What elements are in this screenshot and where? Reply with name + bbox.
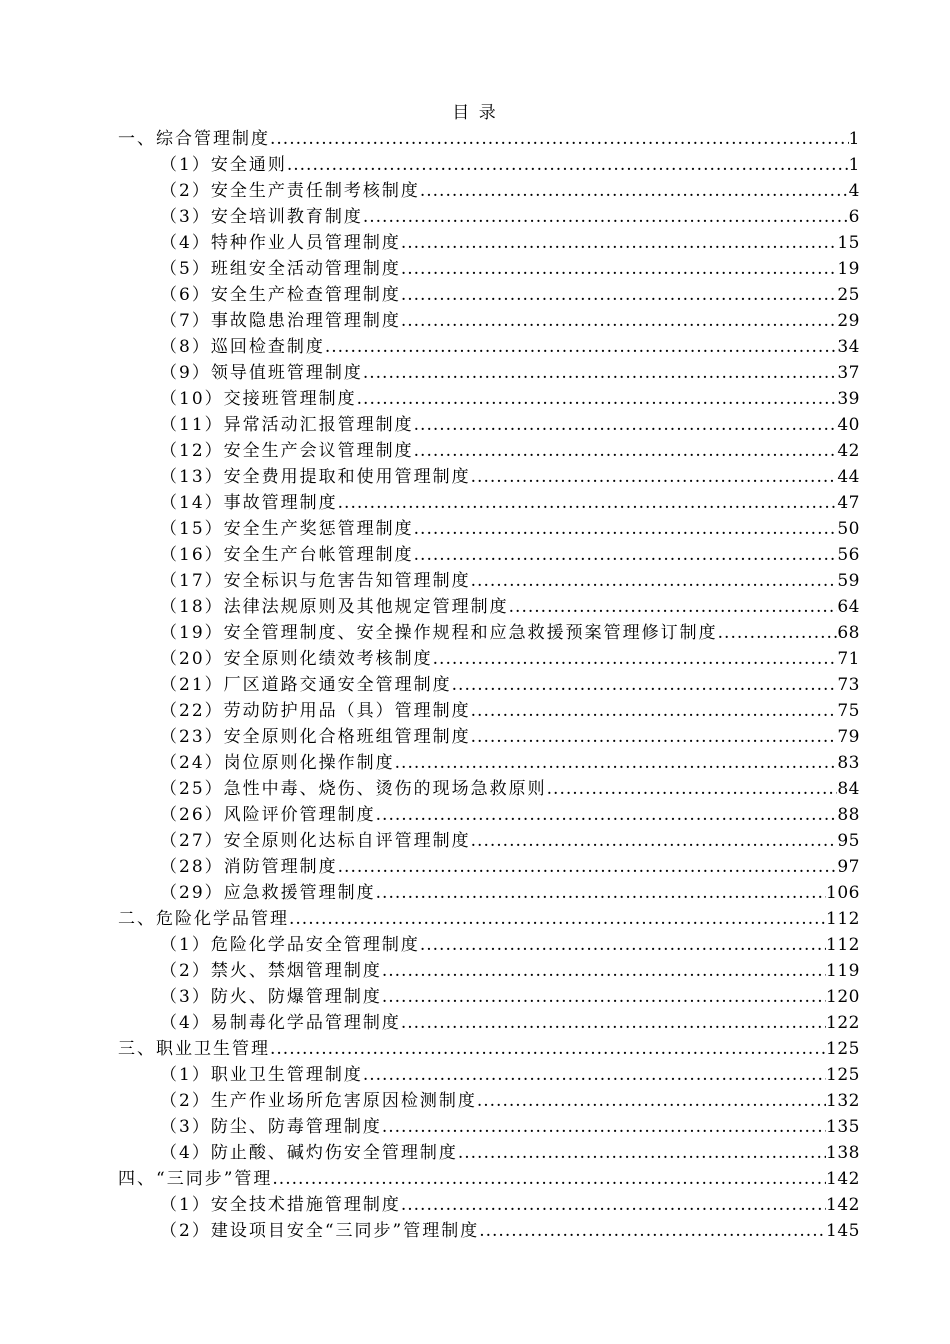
- dot-leader: [477, 1088, 826, 1114]
- dot-leader: [414, 438, 838, 464]
- dot-leader: [509, 594, 838, 620]
- entry-label: （16）安全生产台帐管理制度: [160, 545, 414, 565]
- entry-label: （3）防火、防爆管理制度: [160, 987, 382, 1007]
- dot-leader: [401, 282, 838, 308]
- entry-page-number: 125: [826, 1065, 860, 1085]
- toc-subentry[interactable]: [118, 334, 860, 360]
- toc-subentry[interactable]: [118, 932, 860, 958]
- toc-subentry[interactable]: [118, 1140, 860, 1166]
- dot-leader: [401, 230, 838, 256]
- entry-label: （2）安全生产责任制考核制度: [160, 181, 420, 201]
- toc-subentry[interactable]: [118, 984, 860, 1010]
- entry-page-number: 34: [837, 337, 860, 357]
- entry-label: （3）安全培训教育制度: [160, 207, 363, 227]
- entry-page-number: 142: [826, 1195, 860, 1215]
- entry-label: 二、危险化学品管理: [118, 909, 289, 929]
- dot-leader: [338, 854, 838, 880]
- entry-page-number: 112: [826, 909, 860, 929]
- dot-leader: [420, 932, 826, 958]
- dot-leader: [420, 178, 849, 204]
- entry-page-number: 122: [826, 1013, 860, 1033]
- toc-list: [118, 126, 860, 1244]
- toc-subentry[interactable]: [118, 620, 860, 646]
- dot-leader: [270, 1036, 826, 1062]
- dot-leader: [363, 204, 849, 230]
- toc-section-entry[interactable]: [118, 906, 860, 932]
- dot-leader: [414, 412, 838, 438]
- toc-subentry[interactable]: [118, 802, 860, 828]
- entry-label: （20）安全原则化绩效考核制度: [160, 649, 433, 669]
- entry-label: （11）异常活动汇报管理制度: [160, 415, 414, 435]
- entry-label: （6）安全生产检查管理制度: [160, 285, 401, 305]
- entry-label: 三、职业卫生管理: [118, 1039, 270, 1059]
- entry-page-number: 56: [837, 545, 860, 565]
- dot-leader: [289, 906, 826, 932]
- entry-label: （21）厂区道路交通安全管理制度: [160, 675, 452, 695]
- entry-label: （4）特种作业人员管理制度: [160, 233, 401, 253]
- dot-leader: [357, 386, 838, 412]
- entry-label: （7）事故隐患治理管理制度: [160, 311, 401, 331]
- dot-leader: [414, 516, 838, 542]
- dot-leader: [401, 1010, 826, 1036]
- toc-subentry[interactable]: [118, 958, 860, 984]
- entry-page-number: 1: [848, 129, 860, 149]
- entry-label: （4）防止酸、碱灼伤安全管理制度: [160, 1143, 458, 1163]
- dot-leader: [471, 698, 838, 724]
- toc-subentry[interactable]: [118, 594, 860, 620]
- entry-label: （22）劳动防护用品（具）管理制度: [160, 701, 471, 721]
- entry-page-number: 142: [826, 1169, 860, 1189]
- toc-subentry[interactable]: [118, 1088, 860, 1114]
- entry-label: （19）安全管理制度、安全操作规程和应急救援预案管理修订制度: [160, 623, 718, 643]
- toc-subentry[interactable]: [118, 152, 860, 178]
- entry-label: （15）安全生产奖惩管理制度: [160, 519, 414, 539]
- entry-page-number: 106: [826, 883, 860, 903]
- entry-page-number: 19: [837, 259, 860, 279]
- toc-subentry[interactable]: [118, 568, 860, 594]
- entry-label: （1）职业卫生管理制度: [160, 1065, 363, 1085]
- entry-page-number: 135: [826, 1117, 860, 1137]
- entry-page-number: 95: [837, 831, 860, 851]
- entry-label: 四、“三同步”管理: [118, 1169, 273, 1189]
- dot-leader: [287, 152, 849, 178]
- toc-subentry[interactable]: [118, 282, 860, 308]
- toc-subentry[interactable]: [118, 724, 860, 750]
- entry-label: （1）安全技术措施管理制度: [160, 1195, 401, 1215]
- entry-page-number: 132: [826, 1091, 860, 1111]
- toc-subentry[interactable]: [118, 256, 860, 282]
- entry-page-number: 112: [826, 935, 860, 955]
- dot-leader: [363, 1062, 826, 1088]
- dot-leader: [325, 334, 838, 360]
- entry-label: 一、综合管理制度: [118, 129, 270, 149]
- dot-leader: [471, 724, 838, 750]
- dot-leader: [338, 490, 838, 516]
- entry-page-number: 6: [848, 207, 860, 227]
- dot-leader: [382, 984, 826, 1010]
- dot-leader: [382, 1114, 826, 1140]
- toc-subentry[interactable]: [118, 1114, 860, 1140]
- dot-leader: [401, 308, 838, 334]
- entry-label: （1）危险化学品安全管理制度: [160, 935, 420, 955]
- entry-page-number: 84: [837, 779, 860, 799]
- entry-page-number: 44: [837, 467, 860, 487]
- entry-label: （27）安全原则化达标自评管理制度: [160, 831, 471, 851]
- toc-subentry[interactable]: [118, 412, 860, 438]
- dot-leader: [272, 1166, 826, 1192]
- toc-subentry[interactable]: [118, 516, 860, 542]
- toc-subentry[interactable]: [118, 776, 860, 802]
- entry-label: （14）事故管理制度: [160, 493, 338, 513]
- entry-page-number: 64: [837, 597, 860, 617]
- entry-page-number: 68: [837, 623, 860, 643]
- entry-page-number: 125: [826, 1039, 860, 1059]
- entry-label: （1）安全通则: [160, 155, 287, 175]
- entry-label: （5）班组安全活动管理制度: [160, 259, 401, 279]
- toc-subentry[interactable]: [118, 672, 860, 698]
- entry-label: （24）岗位原则化操作制度: [160, 753, 395, 773]
- entry-page-number: 42: [837, 441, 860, 461]
- entry-page-number: 119: [826, 961, 860, 981]
- dot-leader: [458, 1140, 826, 1166]
- toc-section-entry[interactable]: [118, 126, 860, 152]
- entry-label: （23）安全原则化合格班组管理制度: [160, 727, 471, 747]
- entry-label: （9）领导值班管理制度: [160, 363, 363, 383]
- entry-label: （29）应急救援管理制度: [160, 883, 376, 903]
- dot-leader: [270, 126, 849, 152]
- dot-leader: [471, 828, 838, 854]
- entry-page-number: 120: [826, 987, 860, 1007]
- toc-subentry[interactable]: [118, 178, 860, 204]
- toc-subentry[interactable]: [118, 646, 860, 672]
- entry-page-number: 29: [837, 311, 860, 331]
- entry-page-number: 37: [837, 363, 860, 383]
- entry-page-number: 88: [837, 805, 860, 825]
- toc-subentry[interactable]: [118, 490, 860, 516]
- toc-subentry[interactable]: [118, 204, 860, 230]
- dot-leader: [395, 750, 838, 776]
- entry-page-number: 40: [837, 415, 860, 435]
- dot-leader: [376, 880, 826, 906]
- toc-subentry[interactable]: [118, 360, 860, 386]
- toc-subentry[interactable]: [118, 854, 860, 880]
- dot-leader: [401, 256, 838, 282]
- entry-label: （18）法律法规原则及其他规定管理制度: [160, 597, 509, 617]
- toc-subentry[interactable]: [118, 308, 860, 334]
- entry-page-number: 25: [837, 285, 860, 305]
- entry-page-number: 145: [826, 1221, 860, 1241]
- entry-label: （26）风险评价管理制度: [160, 805, 376, 825]
- toc-subentry[interactable]: [118, 828, 860, 854]
- entry-label: （10）交接班管理制度: [160, 389, 357, 409]
- entry-label: （13）安全费用提取和使用管理制度: [160, 467, 471, 487]
- toc-subentry[interactable]: [118, 880, 860, 906]
- entry-label: （28）消防管理制度: [160, 857, 338, 877]
- dot-leader: [433, 646, 838, 672]
- entry-label: （2）生产作业场所危害原因检测制度: [160, 1091, 477, 1111]
- toc-section-entry[interactable]: [118, 1166, 860, 1192]
- toc-subentry[interactable]: [118, 230, 860, 256]
- dot-leader: [479, 1218, 826, 1244]
- entry-label: （17）安全标识与危害告知管理制度: [160, 571, 471, 591]
- dot-leader: [471, 568, 838, 594]
- entry-page-number: 138: [826, 1143, 860, 1163]
- entry-page-number: 15: [837, 233, 860, 253]
- toc-subentry[interactable]: [118, 464, 860, 490]
- toc-title: 目 录: [452, 103, 498, 123]
- dot-leader: [547, 776, 838, 802]
- entry-page-number: 4: [848, 181, 860, 201]
- toc-subentry[interactable]: [118, 438, 860, 464]
- entry-page-number: 59: [837, 571, 860, 591]
- entry-label: （4）易制毒化学品管理制度: [160, 1013, 401, 1033]
- entry-page-number: 97: [837, 857, 860, 877]
- entry-label: （8）巡回检查制度: [160, 337, 325, 357]
- entry-label: （12）安全生产会议管理制度: [160, 441, 414, 461]
- toc-subentry[interactable]: [118, 542, 860, 568]
- toc-subentry[interactable]: [118, 750, 860, 776]
- entry-label: （2）建设项目安全“三同步”管理制度: [160, 1221, 480, 1241]
- dot-leader: [401, 1192, 826, 1218]
- dot-leader: [471, 464, 838, 490]
- entry-page-number: 75: [837, 701, 860, 721]
- entry-page-number: 39: [837, 389, 860, 409]
- entry-page-number: 73: [837, 675, 860, 695]
- entry-page-number: 79: [837, 727, 860, 747]
- dot-leader: [376, 802, 838, 828]
- dot-leader: [414, 542, 838, 568]
- toc-subentry[interactable]: [118, 1192, 860, 1218]
- entry-page-number: 1: [848, 155, 860, 175]
- entry-page-number: 71: [837, 649, 860, 669]
- entry-page-number: 83: [837, 753, 860, 773]
- dot-leader: [718, 620, 838, 646]
- toc-subentry[interactable]: [118, 1010, 860, 1036]
- dot-leader: [363, 360, 838, 386]
- toc-subentry[interactable]: [118, 1218, 860, 1244]
- toc-subentry[interactable]: [118, 386, 860, 412]
- entry-label: （3）防尘、防毒管理制度: [160, 1117, 382, 1137]
- dot-leader: [452, 672, 838, 698]
- dot-leader: [382, 958, 826, 984]
- entry-page-number: 47: [837, 493, 860, 513]
- entry-page-number: 50: [837, 519, 860, 539]
- toc-section-entry[interactable]: [118, 1036, 860, 1062]
- entry-label: （25）急性中毒、烧伤、烫伤的现场急救原则: [160, 779, 547, 799]
- toc-subentry[interactable]: [118, 698, 860, 724]
- toc-subentry[interactable]: [118, 1062, 860, 1088]
- entry-label: （2）禁火、禁烟管理制度: [160, 961, 382, 981]
